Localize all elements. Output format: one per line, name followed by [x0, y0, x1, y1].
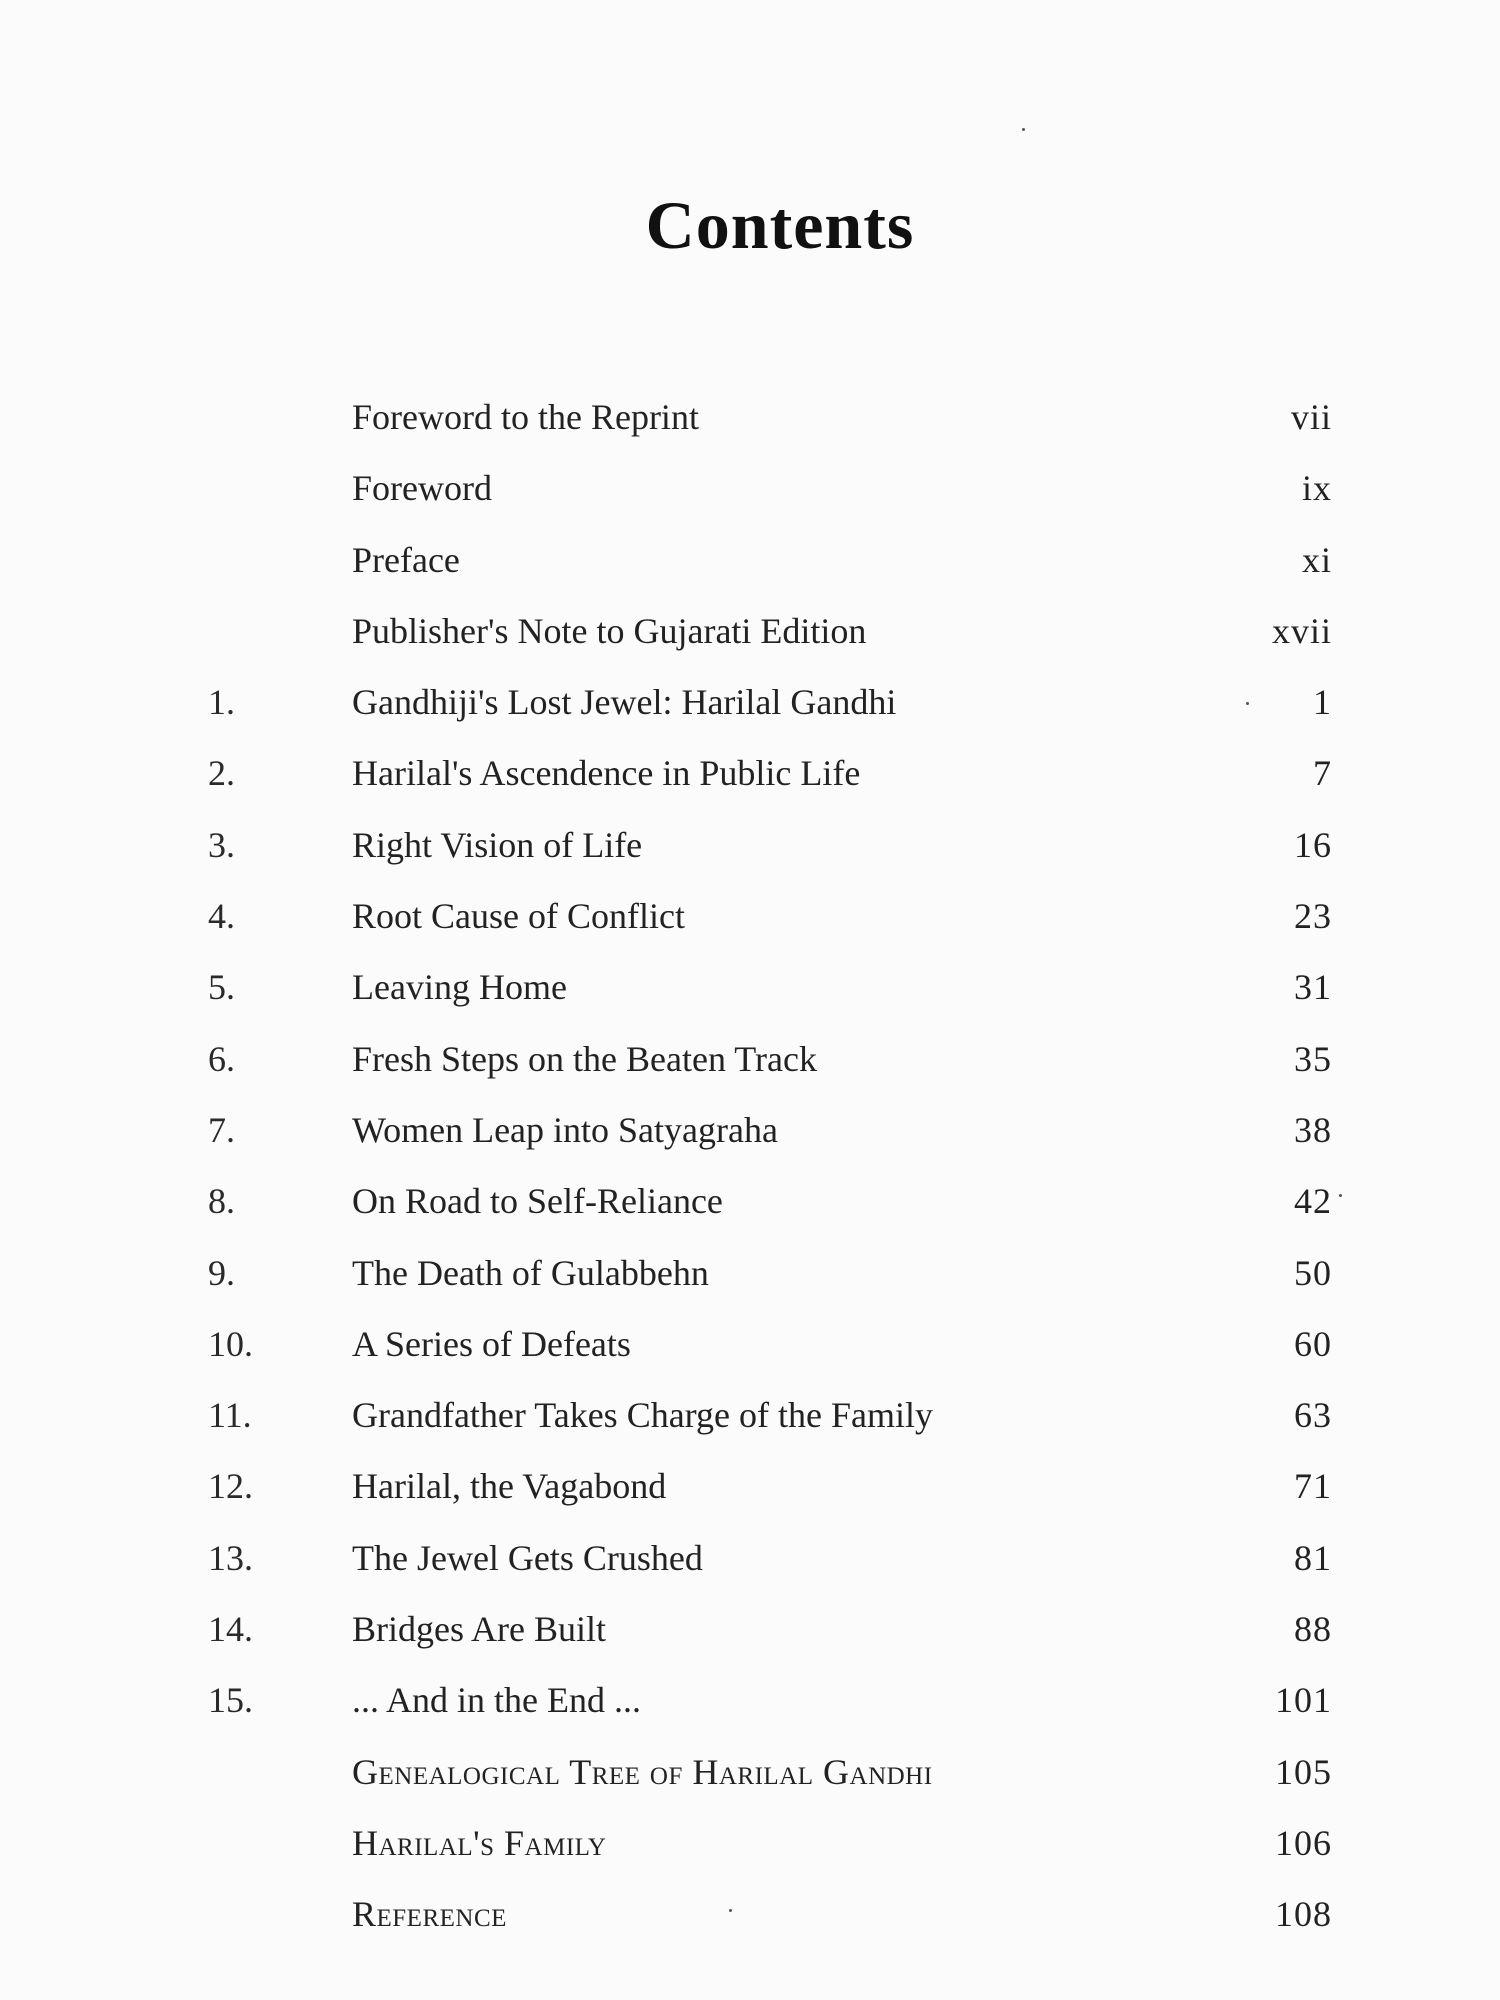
- toc-entry[interactable]: [0, 1238, 1500, 1309]
- entry-page: xi: [1301, 539, 1332, 580]
- table-of-contents: [0, 382, 1500, 1951]
- scan-speck: [729, 1909, 732, 1912]
- scan-speck: [1339, 1194, 1342, 1197]
- entry-page: 106: [1275, 1822, 1332, 1863]
- entry-page: 7: [1313, 753, 1332, 794]
- entry-title: The Death of Gulabbehn: [352, 1252, 709, 1293]
- toc-entry[interactable]: [0, 596, 1500, 667]
- entry-page: 105: [1275, 1751, 1332, 1792]
- entry-title: Publisher's Note to Gujarati Edition: [352, 610, 867, 651]
- entry-number: 7.: [208, 1109, 235, 1150]
- toc-entry[interactable]: [0, 1879, 1500, 1950]
- entry-number: 2.: [208, 753, 235, 794]
- entry-number: 13.: [208, 1537, 253, 1578]
- scan-speck: [1022, 128, 1025, 131]
- toc-entry[interactable]: [0, 1309, 1500, 1380]
- entry-title: Grandfather Takes Charge of the Family: [352, 1395, 933, 1436]
- entry-title: Reference: [352, 1894, 507, 1935]
- toc-entry[interactable]: [0, 382, 1500, 453]
- entry-number: 15.: [208, 1680, 253, 1721]
- entry-page: 16: [1294, 824, 1332, 865]
- toc-entry[interactable]: [0, 1594, 1500, 1665]
- entry-title: Bridges Are Built: [352, 1609, 606, 1650]
- toc-entry[interactable]: [0, 525, 1500, 596]
- entry-number: 5.: [208, 967, 235, 1008]
- entry-page: ix: [1301, 468, 1332, 509]
- entry-number: 6.: [208, 1038, 235, 1079]
- toc-entry[interactable]: [0, 1808, 1500, 1879]
- entry-page: 60: [1294, 1323, 1332, 1364]
- toc-entry[interactable]: [0, 1523, 1500, 1594]
- page-title: Contents: [645, 186, 915, 263]
- entry-title: Preface: [352, 539, 460, 580]
- entry-page: xvii: [1271, 610, 1332, 651]
- entry-page: 38: [1294, 1109, 1332, 1150]
- entry-title: Root Cause of Conflict: [352, 896, 685, 937]
- entry-page: 81: [1294, 1537, 1332, 1578]
- toc-entry[interactable]: [0, 1095, 1500, 1166]
- entry-title: Fresh Steps on the Beaten Track: [352, 1038, 817, 1079]
- entry-title: Harilal's Family: [352, 1822, 607, 1863]
- scan-speck: [1246, 702, 1249, 705]
- toc-entry[interactable]: [0, 738, 1500, 809]
- entry-title: Leaving Home: [352, 967, 567, 1008]
- entry-title: On Road to Self-Reliance: [352, 1181, 723, 1222]
- entry-page: 23: [1294, 896, 1332, 937]
- entry-number: 9.: [208, 1252, 235, 1293]
- entry-number: 10.: [208, 1323, 253, 1364]
- toc-entry[interactable]: [0, 1024, 1500, 1095]
- entry-title: Right Vision of Life: [352, 824, 643, 865]
- entry-title: Harilal's Ascendence in Public Life: [352, 753, 861, 794]
- entry-number: 1.: [208, 682, 235, 723]
- entry-page: 71: [1294, 1466, 1332, 1507]
- toc-entry[interactable]: [0, 881, 1500, 952]
- entry-title: Genealogical Tree of Harilal Gandhi: [352, 1751, 933, 1792]
- entry-number: 11.: [208, 1395, 252, 1436]
- entry-number: 3.: [208, 824, 235, 865]
- entry-page: 35: [1294, 1038, 1332, 1079]
- toc-entry[interactable]: [0, 1737, 1500, 1808]
- entry-number: 8.: [208, 1181, 235, 1222]
- entry-page: 31: [1294, 967, 1332, 1008]
- entry-title: Women Leap into Satyagraha: [352, 1109, 778, 1150]
- entry-page: 101: [1275, 1680, 1332, 1721]
- entry-title: ... And in the End ...: [352, 1680, 641, 1721]
- toc-entry[interactable]: [0, 1451, 1500, 1522]
- entry-title: Foreword to the Reprint: [352, 397, 699, 437]
- entry-number: 14.: [208, 1609, 253, 1650]
- toc-entry[interactable]: [0, 952, 1500, 1023]
- entry-title: Harilal, the Vagabond: [352, 1466, 667, 1507]
- toc-entry[interactable]: [0, 1665, 1500, 1736]
- entry-title: The Jewel Gets Crushed: [352, 1537, 703, 1578]
- entry-page: 42: [1294, 1181, 1332, 1222]
- toc-entry[interactable]: [0, 810, 1500, 881]
- toc-entry[interactable]: [0, 1166, 1500, 1237]
- toc-entry[interactable]: [0, 453, 1500, 524]
- entry-page: 50: [1294, 1252, 1332, 1293]
- entry-number: 4.: [208, 896, 235, 937]
- entry-title: Gandhiji's Lost Jewel: Harilal Gandhi: [352, 682, 897, 723]
- entry-page: vii: [1290, 397, 1332, 437]
- entry-page: 108: [1275, 1894, 1332, 1935]
- entry-page: 1: [1313, 682, 1332, 723]
- toc-entry[interactable]: [0, 667, 1500, 738]
- entry-title: Foreword: [352, 468, 492, 509]
- entry-title: A Series of Defeats: [352, 1323, 631, 1364]
- toc-entry[interactable]: [0, 1380, 1500, 1451]
- entry-page: 63: [1294, 1395, 1332, 1436]
- entry-number: 12.: [208, 1466, 253, 1507]
- entry-page: 88: [1294, 1609, 1332, 1650]
